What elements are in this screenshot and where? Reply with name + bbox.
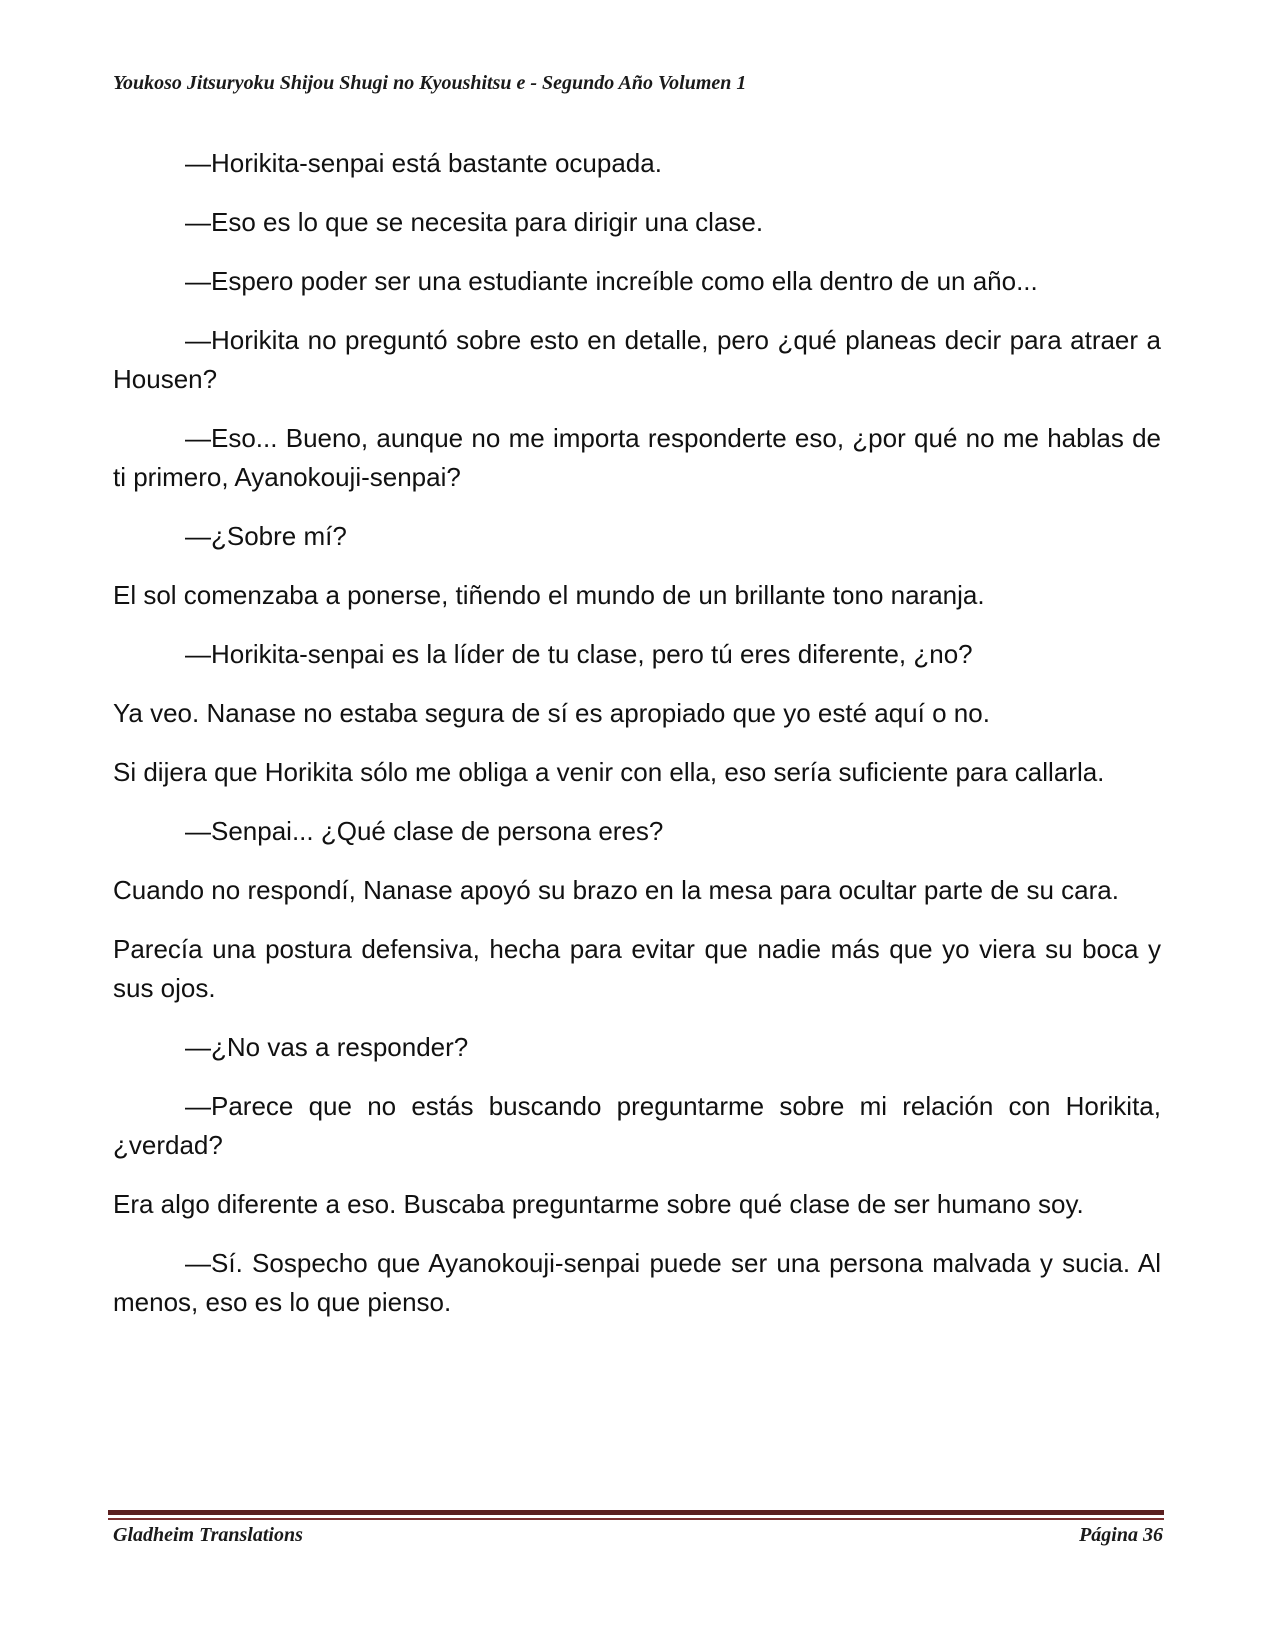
footer-divider — [108, 1510, 1164, 1515]
paragraph-7: El sol comenzaba a ponerse, tiñendo el mundo de un brillante tono naranja. — [113, 580, 985, 610]
paragraph-9: Ya veo. Nanase no estaba segura de sí es apropiado que yo esté aquí o no. — [113, 698, 990, 728]
footer-publisher: Gladheim Translations — [113, 1524, 303, 1546]
paragraph-14: —¿No vas a responder? — [185, 1032, 469, 1062]
paragraph-17: —Sí. Sospecho que Ayanokouji-senpai puede ser una persona malvada y sucia. Al menos, eso es lo que pienso. — [113, 1248, 1161, 1317]
paragraph-2: —Eso es lo que se necesita para dirigir una clase. — [185, 207, 764, 237]
paragraph-4: —Horikita no preguntó sobre esto en detalle, pero ¿qué planeas decir para atraer a Housen? — [113, 325, 1161, 394]
paragraph-15: —Parece que no estás buscando preguntarme sobre mi relación con Horikita, ¿verdad? — [113, 1091, 1161, 1160]
paragraph-16: Era algo diferente a eso. Buscaba preguntarme sobre qué clase de ser humano soy. — [113, 1189, 1084, 1219]
paragraph-3: —Espero poder ser una estudiante increíble como ella dentro de un año... — [185, 266, 1038, 296]
page-header-title: Youkoso Jitsuryoku Shijou Shugi no Kyoushitsu e - Segundo Año Volumen 1 — [113, 72, 747, 94]
paragraph-10: Si dijera que Horikita sólo me obliga a venir con ella, eso sería suficiente para callarla. — [113, 757, 1105, 787]
paragraph-12: Cuando no respondí, Nanase apoyó su brazo en la mesa para ocultar parte de su cara. — [113, 875, 1119, 905]
paragraph-8: —Horikita-senpai es la líder de tu clase, pero tú eres diferente, ¿no? — [185, 639, 973, 669]
page-body — [113, 144, 1161, 1342]
paragraph-11: —Senpai... ¿Qué clase de persona eres? — [185, 816, 664, 846]
paragraph-13: Parecía una postura defensiva, hecha para evitar que nadie más que yo viera su boca y sus ojos. — [113, 934, 1161, 1003]
footer-divider-thin — [108, 1518, 1164, 1520]
page-footer — [113, 1524, 1163, 1547]
paragraph-5: —Eso... Bueno, aunque no me importa responderte eso, ¿por qué no me hablas de ti primero, Ayanokouji-senpai? — [113, 423, 1161, 492]
paragraph-1: —Horikita-senpai está bastante ocupada. — [185, 148, 662, 178]
footer-page-number: Página 36 — [1079, 1524, 1163, 1546]
paragraph-6: —¿Sobre mí? — [185, 521, 347, 551]
